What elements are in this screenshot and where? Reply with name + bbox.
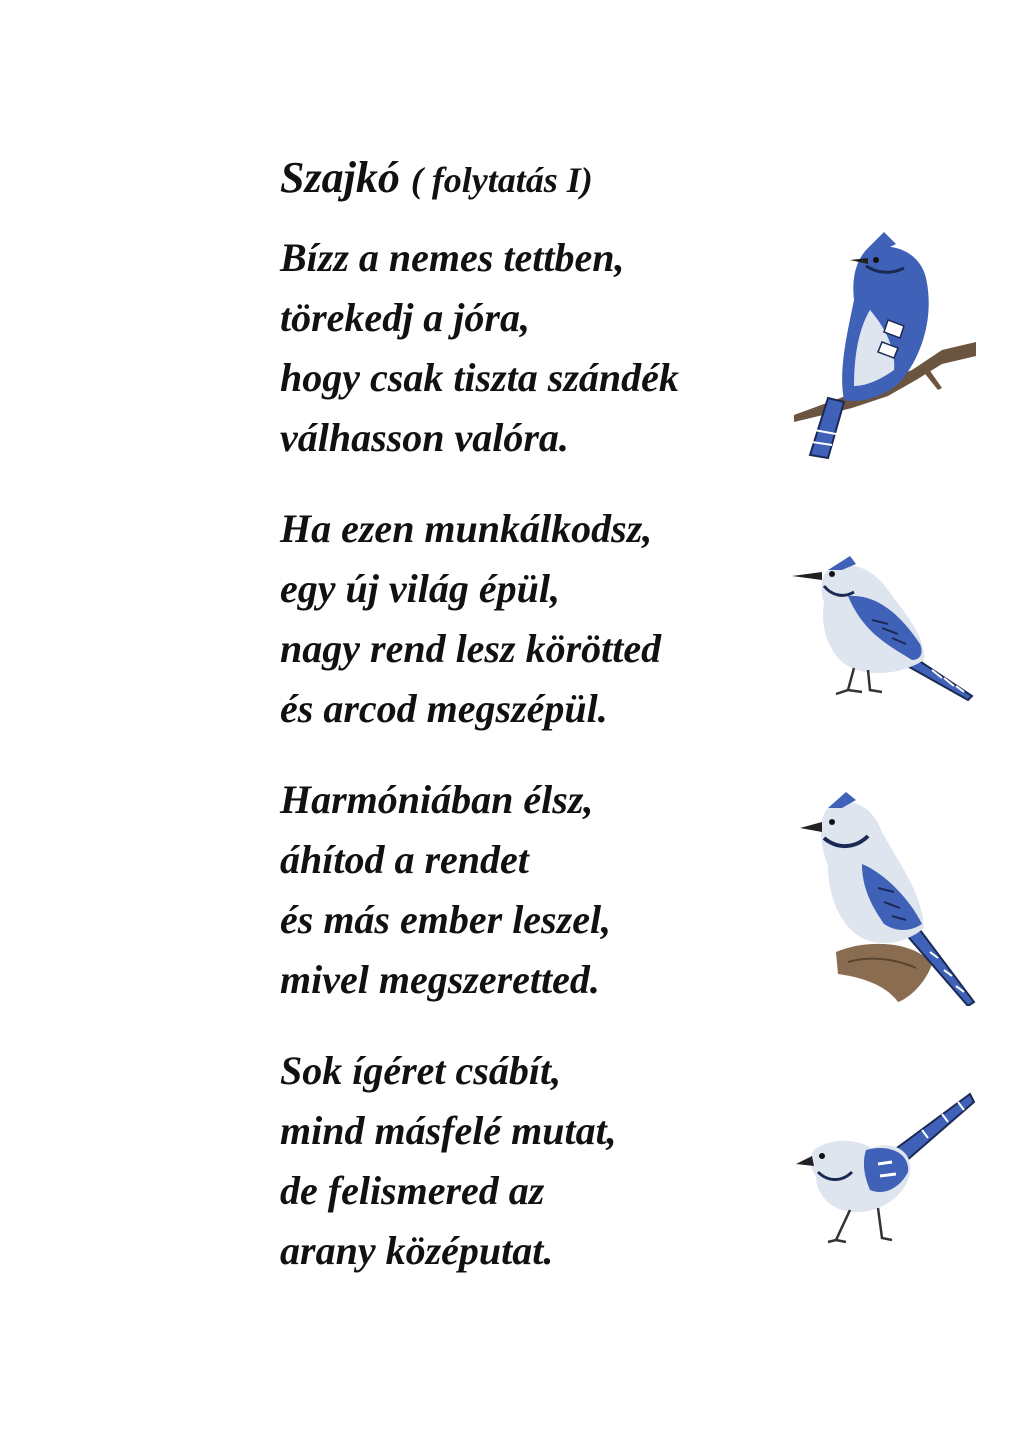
poem-line: Bízz a nemes tettben, bbox=[280, 235, 625, 280]
stanza-4 bbox=[280, 1041, 800, 1281]
poem-line: mivel megszeretted. bbox=[280, 957, 600, 1002]
poem-line: Ha ezen munkálkodsz, bbox=[280, 506, 653, 551]
poem bbox=[280, 140, 800, 1281]
blue-jay-flying-icon bbox=[796, 1090, 976, 1248]
poem-line: válhasson valóra. bbox=[280, 415, 569, 460]
poem-line: Harmóniában élsz, bbox=[280, 777, 594, 822]
blue-jay-on-stump-icon bbox=[798, 792, 978, 1006]
poem-line: nagy rend lesz körötted bbox=[280, 626, 662, 671]
poem-line: de felismered az bbox=[280, 1168, 545, 1213]
poem-line: hogy csak tiszta szándék bbox=[280, 355, 679, 400]
poem-line: és arcod megszépül. bbox=[280, 686, 608, 731]
title-main: Szajkó bbox=[280, 153, 400, 202]
stanza-2 bbox=[280, 499, 800, 739]
poem-line: Sok ígéret csábít, bbox=[280, 1048, 562, 1093]
poem-line: egy új világ épül, bbox=[280, 566, 560, 611]
stanza-3 bbox=[280, 770, 800, 1010]
poem-title bbox=[280, 140, 800, 216]
poem-line: mind másfelé mutat, bbox=[280, 1108, 617, 1153]
blue-jay-on-branch-icon bbox=[792, 230, 978, 462]
poem-line: áhítod a rendet bbox=[280, 837, 529, 882]
poem-line: és más ember leszel, bbox=[280, 897, 612, 942]
stanza-1 bbox=[280, 228, 800, 468]
poem-line: törekedj a jóra, bbox=[280, 295, 530, 340]
blue-jay-standing-icon bbox=[792, 556, 978, 702]
title-subtitle: ( folytatás I) bbox=[410, 160, 593, 200]
poem-line: arany középutat. bbox=[280, 1228, 554, 1273]
